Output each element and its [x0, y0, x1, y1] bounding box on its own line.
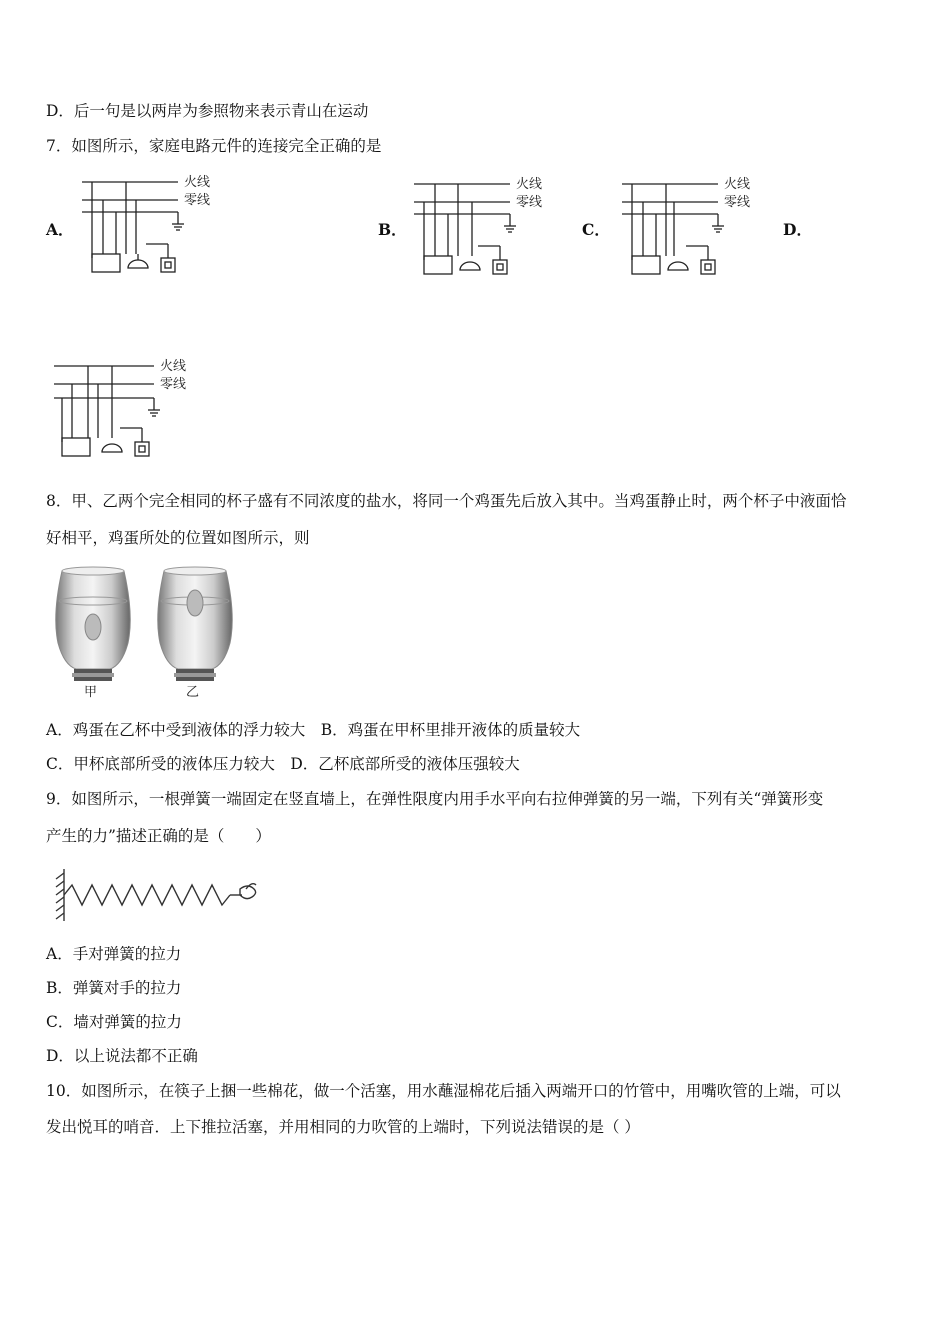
svg-text:火线: 火线 — [724, 177, 751, 192]
q9-option-a: A．手对弹簧的拉力 — [46, 945, 182, 963]
cup-b-label: 乙 — [186, 685, 200, 700]
q10-stem-line2: 发出悦耳的哨音．上下推拉活塞，并用相同的力吹管的上端时，下列说法错误的是（ ） — [46, 1118, 640, 1136]
q7-stem: 7．如图所示，家庭电路元件的连接完全正确的是 — [46, 137, 382, 155]
q8-stem-line1: 8．甲、乙两个完全相同的杯子盛有不同浓度的盐水，将同一个鸡蛋先后放入其中。当鸡蛋静止时，两个杯子中液面恰 — [46, 492, 847, 510]
q9-option-d: D．以上说法都不正确 — [46, 1047, 198, 1065]
circuit-diagram-a — [78, 172, 228, 277]
svg-text:零线: 零线 — [516, 195, 543, 210]
circuit-diagram-d — [50, 356, 200, 461]
svg-text:零线: 零线 — [724, 195, 751, 210]
q9-option-b: B．弹簧对手的拉力 — [46, 979, 182, 997]
circuit-diagram-c — [618, 174, 768, 279]
cup-yi — [158, 567, 233, 681]
q7-label-c: C． — [582, 220, 610, 239]
q8-stem-line2: 好相平，鸡蛋所处的位置如图所示，则 — [46, 529, 310, 547]
cup-jia — [56, 567, 131, 681]
q6-option-d: D．后一句是以两岸为参照物来表示青山在运动 — [46, 102, 369, 120]
q9-stem-line1: 9．如图所示，一根弹簧一端固定在竖直墙上，在弹性限度内用手水平向右拉伸弹簧的另一端，下列有关“弹簧形变 — [46, 790, 824, 808]
egg-cups-figure — [52, 565, 242, 700]
q7-label-a: A． — [46, 220, 74, 239]
q8-options-cd: C．甲杯底部所受的液体压力较大 D．乙杯底部所受的液体压强较大 — [46, 755, 520, 773]
q9-option-c: C．墙对弹簧的拉力 — [46, 1013, 182, 1031]
q7-label-b: B． — [378, 220, 407, 239]
circuit-diagram-b — [410, 174, 560, 279]
svg-text:零线: 零线 — [184, 193, 211, 208]
svg-text:零线: 零线 — [160, 377, 187, 392]
cup-a-label: 甲 — [84, 685, 98, 700]
svg-text:火线: 火线 — [184, 175, 211, 190]
q8-options-ab: A．鸡蛋在乙杯中受到液体的浮力较大 B．鸡蛋在甲杯里排开液体的质量较大 — [46, 721, 581, 739]
q7-label-d: D． — [783, 220, 812, 239]
svg-text:火线: 火线 — [160, 359, 187, 374]
svg-text:火线: 火线 — [516, 177, 543, 192]
q10-stem-line1: 10．如图所示，在筷子上捆一些棉花，做一个活塞，用水蘸湿棉花后插入两端开口的竹管中，用嘴吹管的上端，可以 — [46, 1082, 841, 1100]
spring-wall-figure — [52, 865, 262, 925]
q9-stem-line2: 产生的力”描述正确的是（ ） — [46, 827, 271, 845]
